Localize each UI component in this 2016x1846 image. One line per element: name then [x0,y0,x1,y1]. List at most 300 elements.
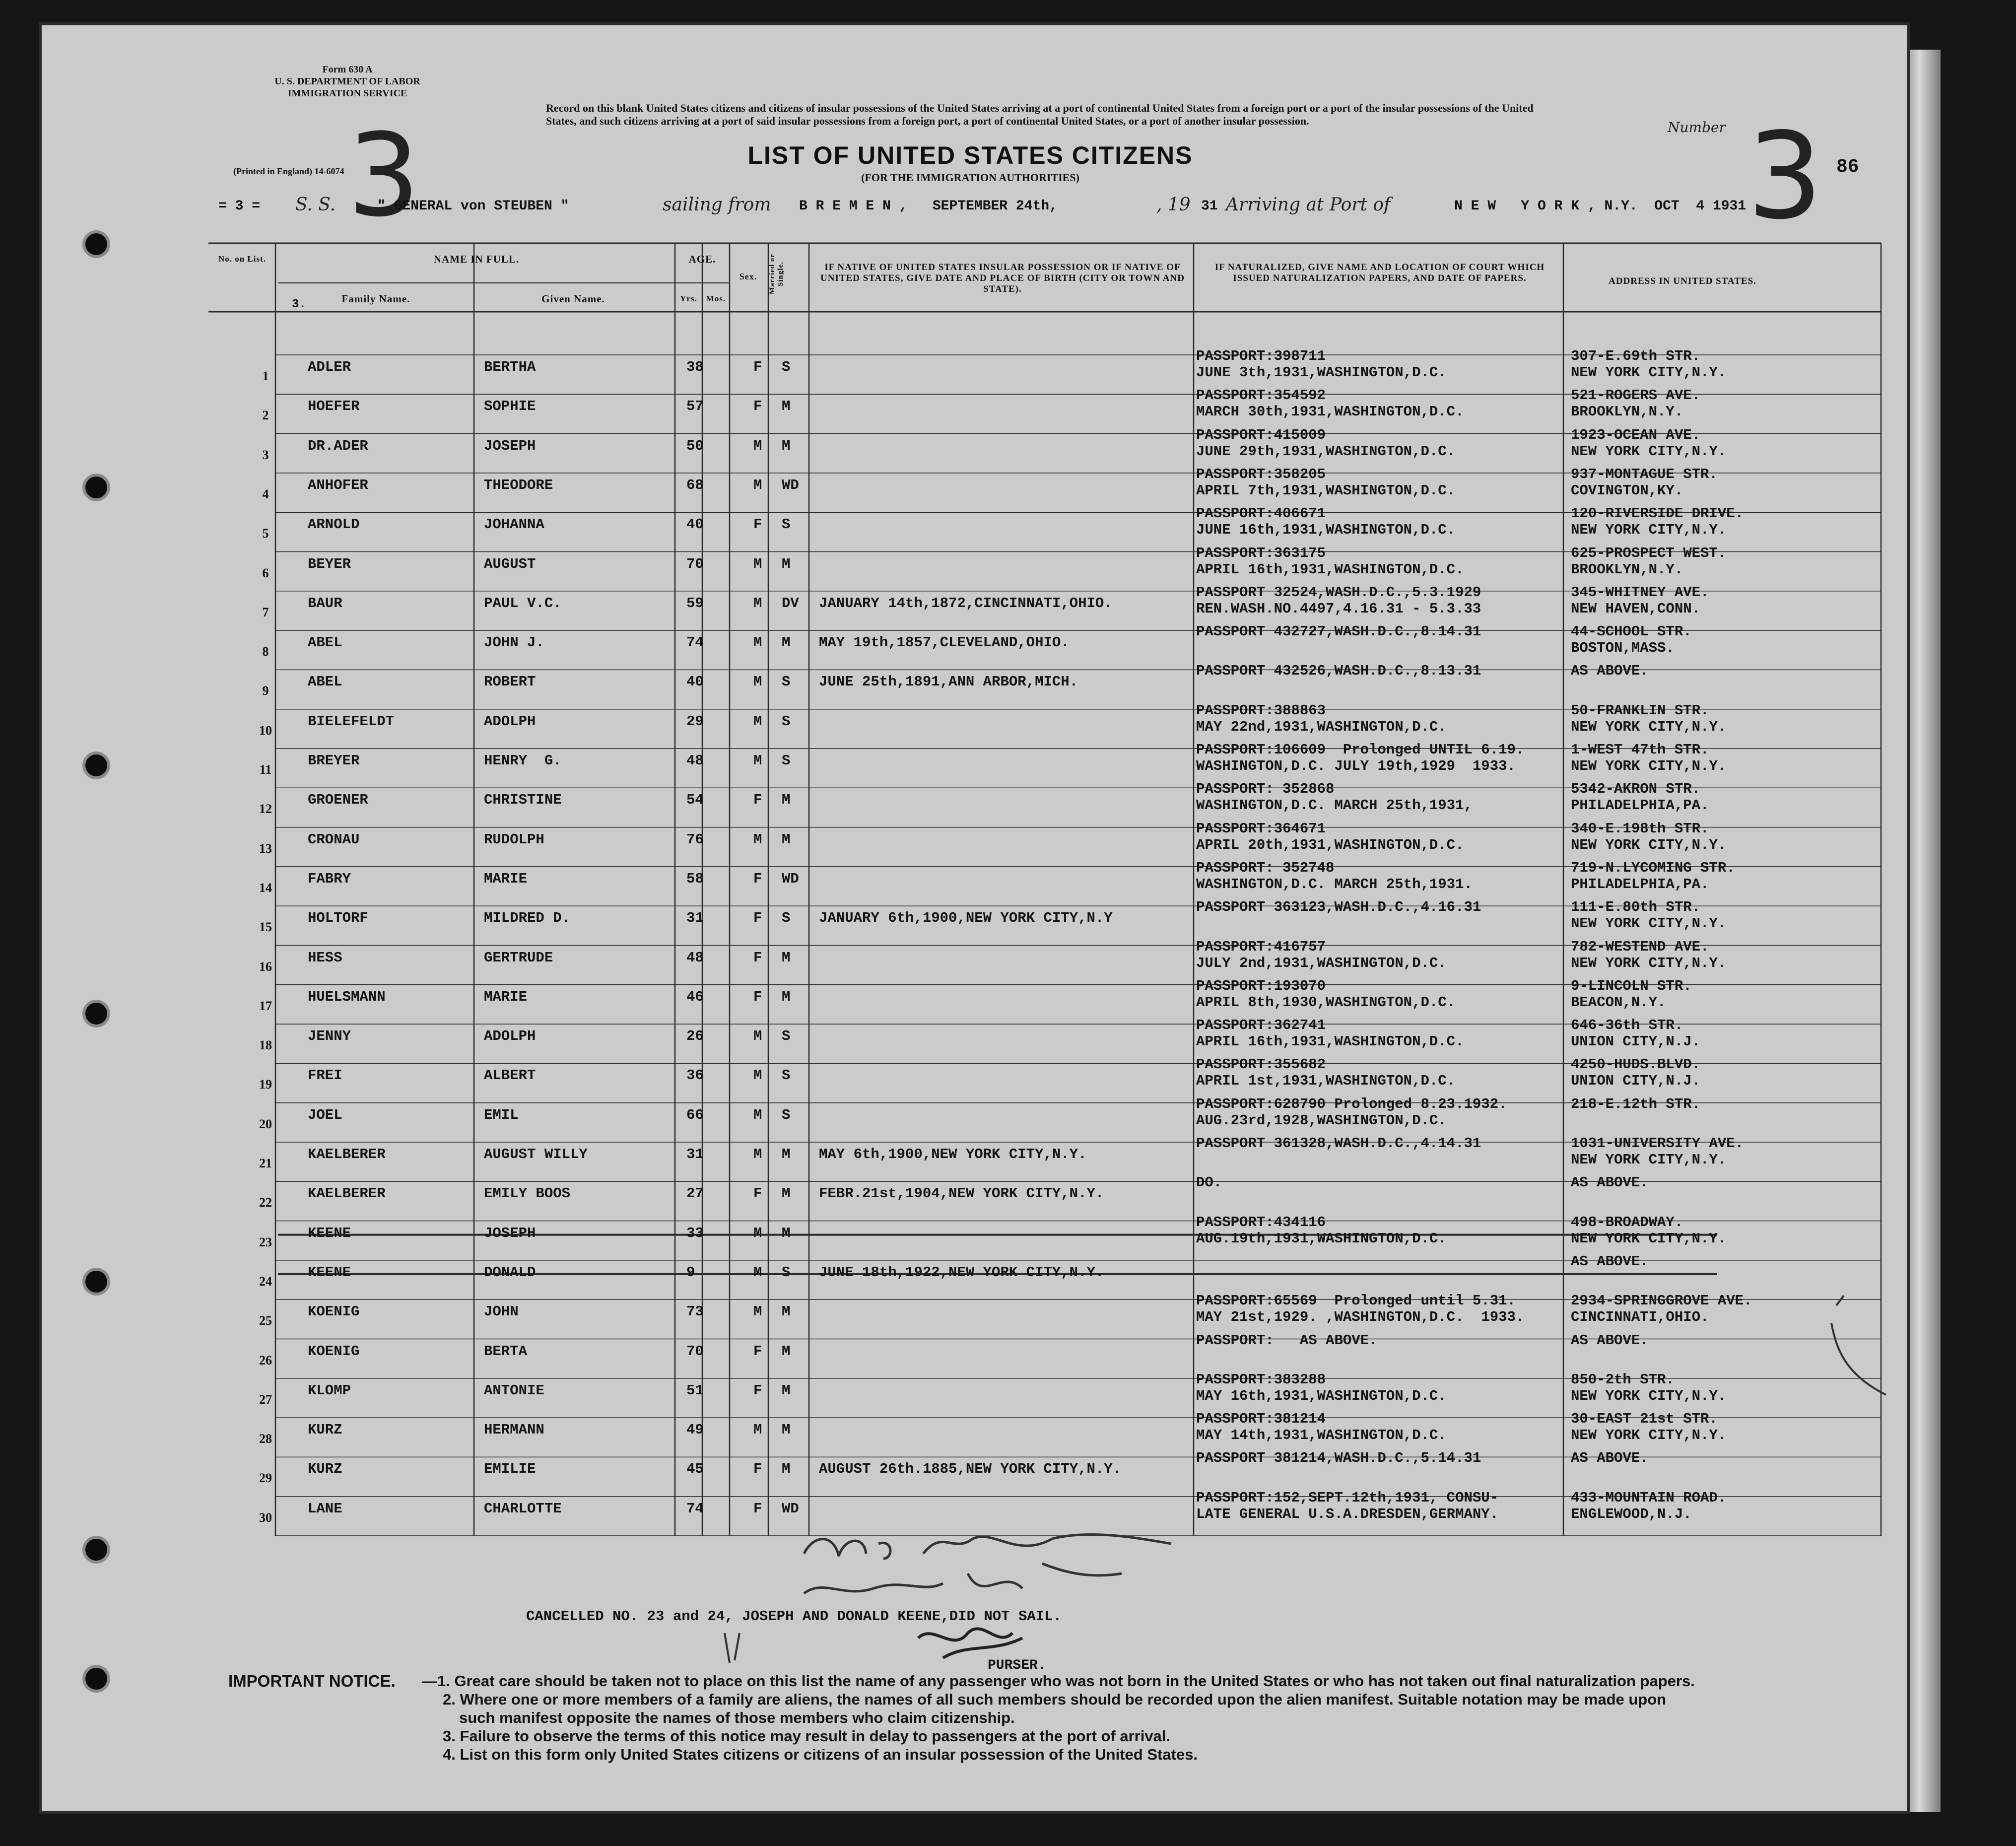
age-years: 58 [686,870,704,887]
naturalization-line-2: APRIL 16th,1931,WASHINGTON,D.C. [1196,1033,1464,1050]
notice-1: —1. Great care should be taken not to place on this list the name of any passenger who was not born in the United States or who has not taken out final naturalization papers. [422,1672,1695,1690]
sex: M [753,1225,762,1241]
naturalization-line-2: WASHINGTON,D.C. MARCH 25th,1931, [1196,797,1473,814]
row-number: 14 [259,880,272,895]
row-number: 28 [259,1432,272,1446]
purser-signature [918,1629,1022,1658]
number-label: Number [1668,119,1726,136]
year-prefix: , 19 [1156,195,1191,215]
marital-status: M [782,634,791,651]
given-name: BERTHA [484,359,536,375]
address-line-1: 30-EAST 21st STR. [1571,1411,1718,1428]
naturalization-line-2: APRIL 8th,1930,WASHINGTON,D.C. [1196,994,1456,1011]
naturalization-line-1: PASSPORT:354592 [1196,387,1326,404]
age-years: 29 [686,713,704,730]
header-address: ADDRESS IN UNITED STATES. [1609,276,1756,286]
given-name: EMILIE [484,1461,536,1478]
marital-status: M [782,1146,791,1162]
naturalization-line-1: PASSPORT:358205 [1196,466,1326,482]
address-line-2: PHILADELPHIA,PA. [1571,797,1709,814]
naturalization-line-1: PASSPORT 32524,WASH.D.C.,5.3.1929 [1196,584,1481,601]
sex: M [753,1264,762,1281]
age-years: 31 [686,910,704,927]
naturalization-line-1: DO. [1196,1174,1222,1191]
row-number: 1 [262,369,269,383]
row-number: 23 [259,1234,272,1249]
row-number: 8 [262,644,269,659]
age-years: 54 [686,792,704,809]
marital-status: M [782,1185,791,1202]
birth-info: JUNE 25th,1891,ANN ARBOR,MICH. [819,674,1078,690]
family-name: ANHOFER [308,477,368,493]
marital-status: S [782,516,791,533]
naturalization-line-1: PASSPORT: AS ABOVE. [1196,1332,1378,1349]
naturalization-line-1: PASSPORT:106609 Prolonged UNTIL 6.19. [1196,742,1525,758]
address-line-1: 937-MONTAGUE STR. [1571,466,1718,482]
address-line-2: NEW HAVEN,CONN. [1571,600,1701,617]
row-number: 17 [259,998,272,1013]
naturalization-line-1: PASSPORT:398711 [1196,348,1326,364]
given-name: RUDOLPH [484,831,544,848]
given-name: AUGUST [484,555,536,572]
row-number: 13 [259,841,272,856]
address-line-2: NEW YORK CITY,N.Y. [1571,955,1727,971]
form-subtitle: (FOR THE IMMIGRATION AUTHORITIES) [861,171,1079,184]
naturalization-line-2: JULY 2nd,1931,WASHINGTON,D.C. [1196,955,1447,971]
address-line-1: 9-LINCOLN STR. [1571,977,1692,994]
address-line-1: 345-WHITNEY AVE. [1571,584,1709,601]
family-name: FREI [308,1067,342,1084]
marital-status: M [782,555,791,572]
big-number-left: 3 [347,110,420,242]
naturalization-line-1: PASSPORT:65569 Prolonged until 5.31. [1196,1293,1516,1309]
given-name: JOSEPH [484,1225,536,1241]
marital-status: M [782,1422,791,1438]
naturalization-line-1: PASSPORT:388863 [1196,702,1326,719]
sex: M [753,634,762,651]
marital-status: WD [782,1500,799,1517]
birth-info: JANUARY 6th,1900,NEW YORK CITY,N.Y [819,910,1113,927]
row-number: 26 [259,1353,272,1367]
address-line-2: BROOKLYN,N.Y. [1571,561,1683,578]
sex: F [753,1185,762,1202]
marital-status: S [782,752,791,769]
family-name: BIELEFELDT [308,713,395,730]
naturalization-line-2: WASHINGTON,D.C. JULY 19th,1929 1933. [1196,758,1516,774]
age-years: 27 [686,1185,704,1202]
address-line-1: 120-RIVERSIDE DRIVE. [1571,505,1744,522]
address-line-1: 2934-SPRINGGROVE AVE. [1571,1293,1752,1309]
row-number: 11 [259,762,272,777]
sex: M [753,555,762,572]
address-line-1: 850-2th STR. [1571,1371,1675,1388]
naturalization-line-2: APRIL 16th,1931,WASHINGTON,D.C. [1196,561,1464,578]
address-line-1: 719-N.LYCOMING STR. [1571,859,1735,876]
age-years: 74 [686,1500,704,1517]
row-number: 30 [259,1510,272,1525]
given-name: BERTA [484,1343,528,1360]
instructions: Record on this blank United States citizens and citizens of insular possessions of the United States arriving at a port of continental United States from a foreign port or a port of the insular possessions of the United States, and such citizens arriving at a port of said insular possessions from a foreign port, a port of continental United States, or a port of another insular possession. [546,102,1534,127]
header-mos: Mos. [706,294,726,303]
naturalization-line-1: PASSPORT:415009 [1196,426,1326,443]
address-line-1: AS ABOVE. [1571,1332,1649,1349]
given-name: DONALD [484,1264,536,1281]
row-number: 5 [262,526,269,541]
sex: M [753,831,762,848]
age-years: 57 [686,398,704,415]
naturalization-line-1: PASSPORT:152,SEPT.12th,1931, CONSU- [1196,1489,1499,1506]
marital-status: M [782,1461,791,1478]
marital-status: DV [782,595,799,612]
family-name: KURZ [308,1461,342,1478]
birth-info: JUNE 18th,1922,NEW YORK CITY,N.Y. [819,1264,1104,1281]
family-name: JOEL [308,1106,342,1123]
given-name: EMILY BOOS [484,1185,571,1202]
signature-max [804,1534,1171,1559]
row-number: 12 [259,802,272,817]
address-line-2: NEW YORK CITY,N.Y. [1571,1230,1727,1247]
given-name: JOSEPH [484,437,536,454]
sex: M [753,1146,762,1162]
address-line-1: 340-E.198th STR. [1571,820,1709,837]
given-name: HENRY G. [484,752,562,769]
row-number: 24 [259,1274,272,1289]
sex: F [753,949,762,966]
sailing-from-label: sailing from [663,195,771,215]
given-name: HERMANN [484,1422,544,1438]
header-family-name: Family Name. [341,293,410,305]
naturalization-line-1: PASSPORT:381214 [1196,1411,1326,1428]
birth-info: JANUARY 14th,1872,CINCINNATI,OHIO. [819,595,1113,612]
naturalization-line-2: MARCH 30th,1931,WASHINGTON,D.C. [1196,404,1464,420]
given-name: GERTRUDE [484,949,553,966]
naturalization-line-2: AUG.19th,1931,WASHINGTON,D.C. [1196,1230,1447,1247]
naturalization-line-2: MAY 14th,1931,WASHINGTON,D.C. [1196,1427,1447,1444]
naturalization-line-1: PASSPORT:362741 [1196,1017,1326,1034]
notice-2-cont: such manifest opposite the names of those members who claim citizenship. [459,1709,1015,1726]
address-line-1: AS ABOVE. [1571,663,1649,680]
age-years: 51 [686,1382,704,1399]
ship-name: " GENERAL von STEUBEN " [377,199,569,214]
family-name: ARNOLD [308,516,360,533]
naturalization-line-2: AUG.23rd,1928,WASHINGTON,D.C. [1196,1112,1447,1129]
given-name: CHRISTINE [484,792,562,809]
naturalization-line-1: PASSPORT:364671 [1196,820,1326,837]
family-name: HOLTORF [308,910,368,927]
address-line-1: 521-ROGERS AVE. [1571,387,1701,404]
sex: M [753,477,762,493]
sex: M [753,713,762,730]
address-line-1: AS ABOVE. [1571,1450,1649,1467]
address-line-2: NEW YORK CITY,N.Y. [1571,364,1727,381]
family-name: DR.ADER [308,437,368,454]
naturalization-line-1: PASSPORT 432526,WASH.D.C.,8.13.31 [1196,663,1481,680]
naturalization-line-2: JUNE 29th,1931,WASHINGTON,D.C. [1196,443,1456,460]
naturalization-line-1: PASSPORT:363175 [1196,545,1326,561]
address-line-2: NEW YORK CITY,N.Y. [1571,718,1727,735]
row-number: 6 [262,565,269,580]
family-name: HESS [308,949,342,966]
page-stamp: 86 [1836,156,1859,178]
purser-label: PURSER. [988,1658,1046,1673]
notice-3: 3. Failure to observe the terms of this notice may result in delay to passengers at the port of arrival. [443,1727,1171,1745]
marital-status: M [782,1303,791,1320]
birth-info: AUGUST 26th.1885,NEW YORK CITY,N.Y. [819,1461,1122,1478]
family-name: HUELSMANN [308,988,386,1005]
address-line-2: NEW YORK CITY,N.Y. [1571,1387,1727,1404]
family-name: LANE [308,1500,342,1517]
sex: M [753,1422,762,1438]
marital-status: M [782,831,791,848]
family-name: JENNY [308,1028,351,1045]
sex: F [753,910,762,927]
family-name: ADLER [308,359,351,375]
age-years: 59 [686,595,704,612]
sex: F [753,1500,762,1517]
age-years: 9 [686,1264,695,1281]
big-number-right: 3 [1747,107,1823,246]
naturalization-line-2: LATE GENERAL U.S.A.DRESDEN,GERMANY. [1196,1505,1499,1522]
marital-status: M [782,1225,791,1241]
age-years: 50 [686,437,704,454]
department: U. S. DEPARTMENT OF LABOR [274,76,420,87]
family-name: KEENE [308,1225,351,1241]
address-line-2: CINCINNATI,OHIO. [1571,1309,1709,1326]
sex: M [753,1028,762,1045]
family-name: KOENIG [308,1343,360,1360]
age-years: 45 [686,1461,704,1478]
given-name: SOPHIE [484,398,536,415]
address-line-1: 111-E.80th STR. [1571,899,1701,916]
sex: F [753,359,762,375]
row-number: 10 [259,723,272,738]
marital-status: S [782,713,791,730]
row-number: 2 [262,408,269,423]
family-name: CRONAU [308,831,360,848]
naturalization-line-2: APRIL 7th,1931,WASHINGTON,D.C. [1196,482,1456,499]
marital-status: M [782,1382,791,1399]
row-number: 20 [259,1116,272,1131]
row-number: 4 [262,486,269,501]
given-name: MILDRED D. [484,910,571,927]
row-number: 18 [259,1038,272,1053]
sex: F [753,988,762,1005]
age-years: 40 [686,516,704,533]
arriving-label: Arriving at Port of [1226,195,1391,215]
service: IMMIGRATION SERVICE [287,88,407,99]
age-years: 70 [686,1343,704,1360]
sex: F [753,398,762,415]
margin-mark [1831,1296,1886,1395]
row-number: 16 [259,959,272,974]
marital-status: WD [782,870,799,887]
list-mark: = 3 = [218,199,261,214]
marital-status: S [782,910,791,927]
naturalization-line-2: JUNE 16th,1931,WASHINGTON,D.C. [1196,522,1456,539]
family-name: KURZ [308,1422,342,1438]
age-years: 68 [686,477,704,493]
header-name-in-full: NAME IN FULL. [433,253,520,265]
given-name: JOHN [484,1303,519,1320]
address-line-2: BOSTON,MASS. [1571,640,1675,657]
notice-label: IMPORTANT NOTICE. [228,1672,396,1690]
marital-status: S [782,1028,791,1045]
year-suffix: 31 [1201,199,1218,214]
ship-prefix: S. S. [295,195,336,215]
sex: M [753,437,762,454]
given-name: ALBERT [484,1067,536,1084]
address-line-1: AS ABOVE. [1571,1174,1649,1191]
age-years: 74 [686,634,704,651]
row-number: 29 [259,1471,272,1486]
address-line-1: 1031-UNIVERSITY AVE. [1571,1135,1744,1152]
address-line-2: NEW YORK CITY,N.Y. [1571,522,1727,539]
marital-status: S [782,674,791,690]
address-line-1: 782-WESTEND AVE. [1571,938,1709,955]
age-years: 49 [686,1422,704,1438]
row-number: 15 [259,920,272,935]
header-married: Married or Single. [768,253,785,295]
age-years: 48 [686,949,704,966]
port-from: B R E M E N , SEPTEMBER 24th, [799,199,1058,214]
given-name: AUGUST WILLY [484,1146,588,1162]
row-number: 25 [259,1313,272,1328]
address-line-1: 307-E.69th STR. [1571,348,1701,364]
age-years: 36 [686,1067,704,1084]
family-name: KEENE [308,1264,351,1281]
naturalization-line-2: APRIL 1st,1931,WASHINGTON,D.C. [1196,1073,1456,1090]
family-name: FABRY [308,870,351,887]
row-number: 9 [262,684,269,698]
address-line-2: BROOKLYN,N.Y. [1571,404,1683,420]
given-name: MARIE [484,870,528,887]
sex: M [753,1303,762,1320]
address-line-2: PHILADELPHIA,PA. [1571,876,1709,892]
sex: F [753,1382,762,1399]
naturalization-line-1: PASSPORT:628790 Prolonged 8.23.1932. [1196,1095,1507,1112]
marital-status: M [782,949,791,966]
given-name: PAUL V.C. [484,595,562,612]
naturalization-line-1: PASSPORT:355682 [1196,1056,1326,1073]
naturalization-line-2: WASHINGTON,D.C. MARCH 25th,1931. [1196,876,1473,892]
marital-status: S [782,359,791,375]
header-given-name: Given Name. [541,293,605,305]
age-years: 26 [686,1028,704,1045]
given-name: THEODORE [484,477,553,493]
naturalization-line-1: PASSPORT:383288 [1196,1371,1326,1388]
address-line-1: 1-WEST 47th STR. [1571,742,1709,758]
address-line-2: NEW YORK CITY,N.Y. [1571,1152,1727,1168]
address-line-1: 1923-OCEAN AVE. [1571,426,1701,443]
printed-note: (Printed in England) 14-6074 [233,166,344,176]
family-name: BAUR [308,595,342,612]
header-yrs: Yrs. [680,294,697,303]
sex: M [753,674,762,690]
sex: M [753,1067,762,1084]
marital-status: M [782,398,791,415]
notice-4: 4. List on this form only United States citizens or citizens of an insular possession of the United States. [443,1746,1198,1763]
given-name: MARIE [484,988,528,1005]
family-name: BEYER [308,555,351,572]
family-name: BREYER [308,752,360,769]
sex: M [753,752,762,769]
given-name: ADOLPH [484,1028,536,1045]
family-name: KLOMP [308,1382,351,1399]
header-naturalized: IF NATURALIZED, GIVE NAME AND LOCATION OF COURT WHICH ISSUED NATURALIZATION PAPERS, AND DATE OF PAPERS. [1214,262,1545,283]
row-number: 3 [262,447,269,462]
marital-status: M [782,437,791,454]
form-title: LIST OF UNITED STATES CITIZENS [747,141,1193,169]
sex: F [753,516,762,533]
address-line-1: 44-SCHOOL STR. [1571,623,1692,640]
given-name: ROBERT [484,674,536,690]
address-line-2: NEW YORK CITY,N.Y. [1571,443,1727,460]
address-line-2: UNION CITY,N.J. [1571,1033,1701,1050]
birth-info: FEBR.21st,1904,NEW YORK CITY,N.Y. [819,1185,1104,1202]
naturalization-line-1: PASSPORT: 352868 [1196,781,1335,798]
marital-status: S [782,1067,791,1084]
notice-2: 2. Where one or more members of a family are aliens, the names of all such members should be recorded upon the alien manifest. Suitable notation may be made upon [443,1691,1667,1708]
marital-status: M [782,792,791,809]
address-line-1: 5342-AKRON STR. [1571,781,1701,798]
address-line-2: ENGLEWOOD,N.J. [1571,1505,1692,1522]
marital-status: S [782,1106,791,1123]
birth-info: MAY 6th,1900,NEW YORK CITY,N.Y. [819,1146,1087,1162]
family-name: KAELBERER [308,1146,386,1162]
naturalization-line-1: PASSPORT:406671 [1196,505,1326,522]
header-sex: Sex. [739,272,757,281]
row-number: 27 [259,1392,272,1407]
address-line-2: NEW YORK CITY,N.Y. [1571,1427,1727,1444]
address-line-2: NEW YORK CITY,N.Y. [1571,758,1727,774]
address-line-2: UNION CITY,N.J. [1571,1073,1701,1090]
cancelled-note: CANCELLED NO. 23 and 24, JOSEPH AND DONALD KEENE,DID NOT SAIL. [526,1608,1062,1625]
birth-info: MAY 19th,1857,CLEVELAND,OHIO. [819,634,1070,651]
given-name: ADOLPH [484,713,536,730]
address-line-1: 50-FRANKLIN STR. [1571,702,1709,719]
naturalization-line-1: PASSPORT:434116 [1196,1214,1326,1231]
family-name: ABEL [308,674,342,690]
given-name: CHARLOTTE [484,1500,562,1517]
row-number: 19 [259,1077,272,1092]
address-line-1: AS ABOVE. [1571,1253,1649,1270]
naturalization-line-2: MAY 22nd,1931,WASHINGTON,D.C. [1196,718,1447,735]
naturalization-line-1: PASSPORT 361328,WASH.D.C.,4.14.31 [1196,1135,1481,1152]
given-name: JOHANNA [484,516,544,533]
age-years: 48 [686,752,704,769]
naturalization-line-2: REN.WASH.NO.4497,4.16.31 - 5.3.33 [1196,600,1481,617]
header-no-on-list: No. on List. [218,254,267,264]
address-line-1: 498-BROADWAY. [1571,1214,1683,1231]
port-to: N E W Y O R K , N.Y. OCT 4 1931 [1454,199,1747,214]
sex: M [753,1106,762,1123]
age-years: 73 [686,1303,704,1320]
address-line-2: BEACON,N.Y. [1571,994,1666,1011]
naturalization-line-1: PASSPORT:416757 [1196,938,1326,955]
row-number: 21 [259,1156,272,1170]
age-years: 66 [686,1106,704,1123]
address-line-2: NEW YORK CITY,N.Y. [1571,915,1727,932]
naturalization-line-1: PASSPORT 432727,WASH.D.C.,8.14.31 [1196,623,1481,640]
family-name: ABEL [308,634,342,651]
naturalization-line-2: MAY 16th,1931,WASHINGTON,D.C. [1196,1387,1447,1404]
address-line-2: COVINGTON,KY. [1571,482,1683,499]
address-line-1: 646-36th STR. [1571,1017,1683,1034]
age-years: 76 [686,831,704,848]
naturalization-line-1: PASSPORT 363123,WASH.D.C.,4.16.31 [1196,899,1481,916]
row-number: 22 [259,1195,272,1210]
address-line-2: NEW YORK CITY,N.Y. [1571,836,1727,853]
